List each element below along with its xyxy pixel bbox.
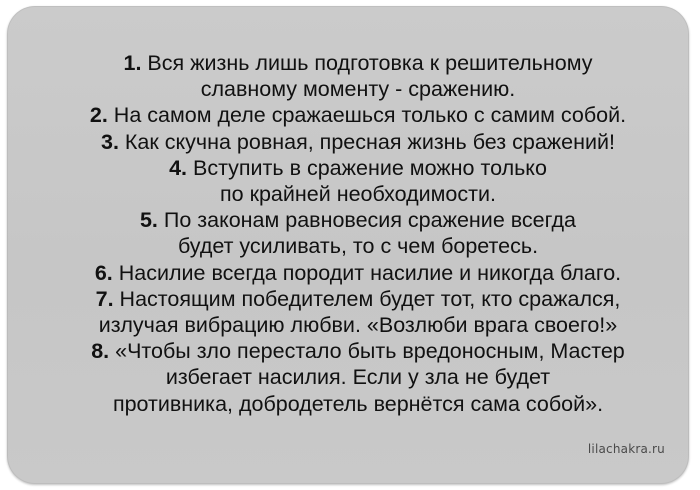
item-text: по крайней необходимости. [220, 182, 496, 207]
card-line [17, 181, 699, 207]
item-text: будет усиливать, то с чем боретесь. [177, 234, 539, 259]
item-number: 2. [89, 103, 108, 128]
card-line [17, 338, 699, 364]
item-number: 5. [139, 208, 158, 233]
item-text: Настоящим победителем будет тот, кто сражался, [113, 286, 621, 311]
item-number: 6. [94, 260, 113, 285]
card-line [17, 260, 699, 286]
item-text: На самом деле сражаешься только с самим собой. [107, 103, 627, 128]
card-line [17, 102, 699, 128]
item-number: 7. [95, 286, 114, 311]
item-text: славному моменту - сражению. [200, 77, 516, 102]
item-text: Вся жизнь лишь подготовка к решительному [141, 51, 593, 75]
card-line [17, 233, 699, 259]
item-text: «Чтобы зло перестало быть вредоносным, Мастер [109, 339, 625, 364]
card-line [17, 312, 699, 338]
card-line [17, 76, 699, 102]
item-text: Вступить в сражение можно только [187, 155, 547, 180]
item-text: Насилие всегда породит насилие и никогда благо. [112, 260, 622, 285]
card-line [17, 286, 699, 312]
card-line [17, 391, 699, 417]
item-text: противника, добродетель вернётся сама собой». [112, 391, 604, 416]
item-number: 4. [169, 155, 187, 180]
card-line [17, 129, 699, 155]
card-line [17, 207, 699, 233]
item-text: излучая вибрацию любви. «Возлюби врага своего!» [98, 313, 618, 338]
card-line [17, 155, 699, 181]
item-text: Как скучна ровная, пресная жизнь без сражений! [118, 129, 615, 154]
item-number: 8. [91, 339, 110, 364]
item-text: По законам равновесия сражение всегда [157, 208, 577, 233]
card-line [17, 50, 699, 76]
card-line [17, 364, 699, 390]
text-card [7, 6, 689, 484]
card-text-block [17, 50, 699, 417]
item-number: 1. [123, 51, 142, 75]
item-text: избегает насилия. Если у зла не будет [165, 365, 551, 390]
watermark: lilachakra.ru [587, 442, 665, 456]
item-number: 3. [101, 129, 119, 154]
